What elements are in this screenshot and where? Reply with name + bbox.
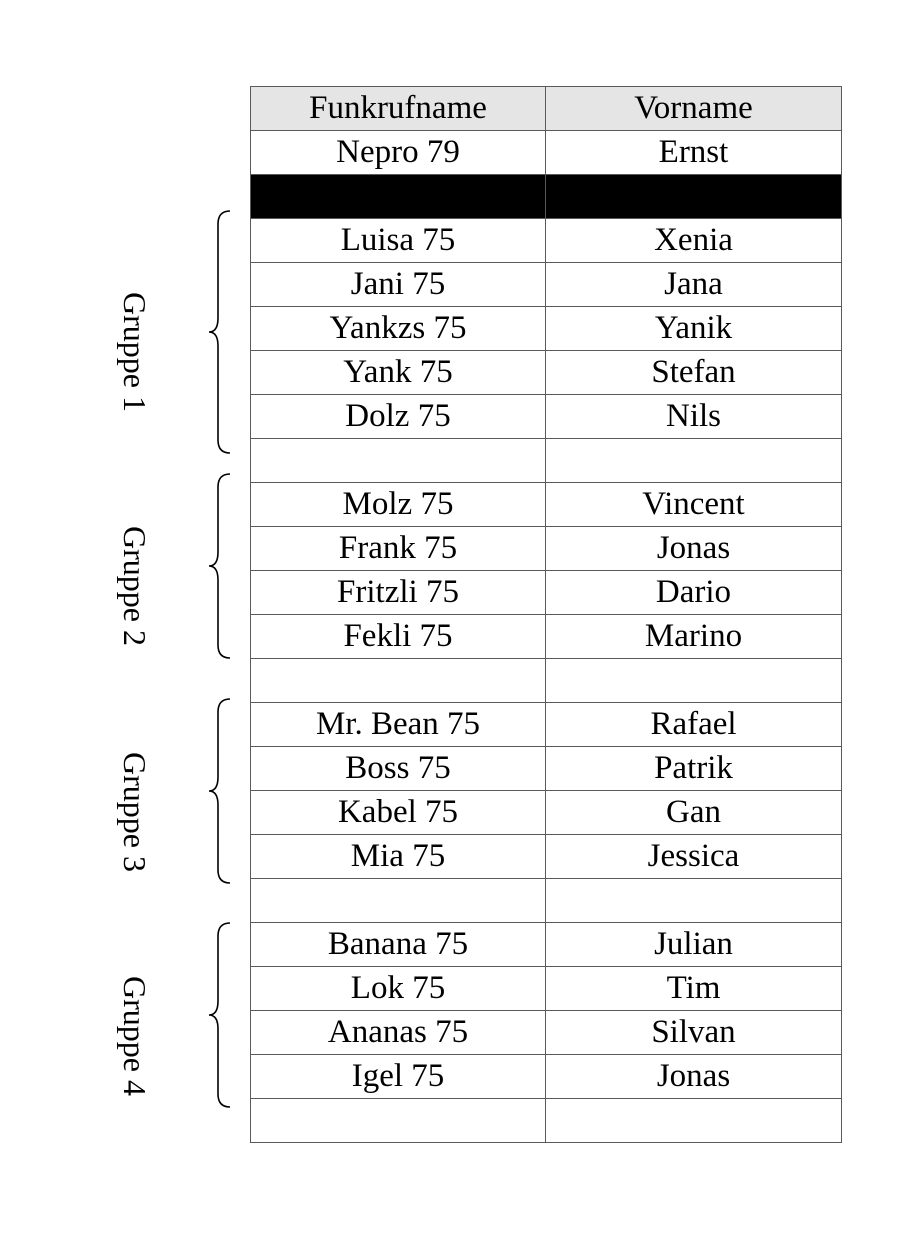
table-row bbox=[251, 351, 842, 395]
table-row bbox=[251, 967, 842, 1011]
vorname-cell: Vincent bbox=[546, 483, 842, 527]
table-row bbox=[251, 527, 842, 571]
vorname-cell: Yanik bbox=[546, 307, 842, 351]
vorname-cell bbox=[546, 879, 842, 923]
vorname-cell: Jonas bbox=[546, 527, 842, 571]
separator-cell bbox=[251, 175, 546, 219]
funkrufname-cell: Jani 75 bbox=[251, 263, 546, 307]
vorname-cell: Jessica bbox=[546, 835, 842, 879]
funkrufname-cell: Igel 75 bbox=[251, 1055, 546, 1099]
vorname-cell: Tim bbox=[546, 967, 842, 1011]
funkrufname-cell: Molz 75 bbox=[251, 483, 546, 527]
table-row bbox=[251, 219, 842, 263]
table-row bbox=[251, 703, 842, 747]
table-row bbox=[251, 307, 842, 351]
table-row bbox=[251, 1055, 842, 1099]
funkrufname-cell bbox=[251, 1099, 546, 1143]
separator-row bbox=[251, 175, 842, 219]
column-header-funkrufname: Funkrufname bbox=[251, 87, 546, 131]
funkrufname-cell: Mr. Bean 75 bbox=[251, 703, 546, 747]
funkrufname-cell: Yank 75 bbox=[251, 351, 546, 395]
funkrufname-cell bbox=[251, 879, 546, 923]
table-row bbox=[251, 263, 842, 307]
table-row bbox=[251, 571, 842, 615]
funkrufname-cell: Lok 75 bbox=[251, 967, 546, 1011]
funkrufname-cell: Banana 75 bbox=[251, 923, 546, 967]
funkrufname-cell: Dolz 75 bbox=[251, 395, 546, 439]
header-row bbox=[251, 87, 842, 131]
funkrufname-cell: Mia 75 bbox=[251, 835, 546, 879]
table-row bbox=[251, 747, 842, 791]
funkrufname-cell: Fekli 75 bbox=[251, 615, 546, 659]
funkrufname-cell: Yankzs 75 bbox=[251, 307, 546, 351]
table-row bbox=[251, 483, 842, 527]
table-row bbox=[251, 791, 842, 835]
separator-cell bbox=[546, 175, 842, 219]
table-row bbox=[251, 835, 842, 879]
group-4-brace bbox=[206, 922, 232, 1108]
empty-row bbox=[251, 879, 842, 923]
vorname-cell: Jana bbox=[546, 263, 842, 307]
vorname-cell: Jonas bbox=[546, 1055, 842, 1099]
vorname-cell: Julian bbox=[546, 923, 842, 967]
group-3-brace bbox=[206, 698, 232, 884]
vorname-cell: Gan bbox=[546, 791, 842, 835]
vorname-cell: Ernst bbox=[546, 131, 842, 175]
vorname-cell: Patrik bbox=[546, 747, 842, 791]
vorname-cell bbox=[546, 439, 842, 483]
funkrufname-cell: Boss 75 bbox=[251, 747, 546, 791]
group-3-label: Gruppe 3 bbox=[117, 752, 153, 872]
group-2-brace bbox=[206, 473, 232, 659]
roster-table bbox=[250, 86, 842, 1143]
vorname-cell: Marino bbox=[546, 615, 842, 659]
group-1-brace bbox=[206, 210, 232, 454]
column-header-vorname: Vorname bbox=[546, 87, 842, 131]
vorname-cell: Silvan bbox=[546, 1011, 842, 1055]
table-row bbox=[251, 615, 842, 659]
empty-row bbox=[251, 1099, 842, 1143]
funkrufname-cell: Frank 75 bbox=[251, 527, 546, 571]
empty-row bbox=[251, 659, 842, 703]
group-1-label: Gruppe 1 bbox=[117, 292, 153, 412]
empty-row bbox=[251, 439, 842, 483]
vorname-cell bbox=[546, 1099, 842, 1143]
vorname-cell: Rafael bbox=[546, 703, 842, 747]
vorname-cell: Nils bbox=[546, 395, 842, 439]
funkrufname-cell: Kabel 75 bbox=[251, 791, 546, 835]
group-2-label: Gruppe 2 bbox=[117, 526, 153, 646]
vorname-cell: Dario bbox=[546, 571, 842, 615]
funkrufname-cell: Luisa 75 bbox=[251, 219, 546, 263]
table-row bbox=[251, 1011, 842, 1055]
table-row bbox=[251, 395, 842, 439]
table-row bbox=[251, 923, 842, 967]
funkrufname-cell bbox=[251, 659, 546, 703]
table-row bbox=[251, 131, 842, 175]
group-4-label: Gruppe 4 bbox=[117, 976, 153, 1096]
funkrufname-cell: Fritzli 75 bbox=[251, 571, 546, 615]
vorname-cell: Stefan bbox=[546, 351, 842, 395]
funkrufname-cell: Nepro 79 bbox=[251, 131, 546, 175]
vorname-cell bbox=[546, 659, 842, 703]
funkrufname-cell bbox=[251, 439, 546, 483]
funkrufname-cell: Ananas 75 bbox=[251, 1011, 546, 1055]
vorname-cell: Xenia bbox=[546, 219, 842, 263]
